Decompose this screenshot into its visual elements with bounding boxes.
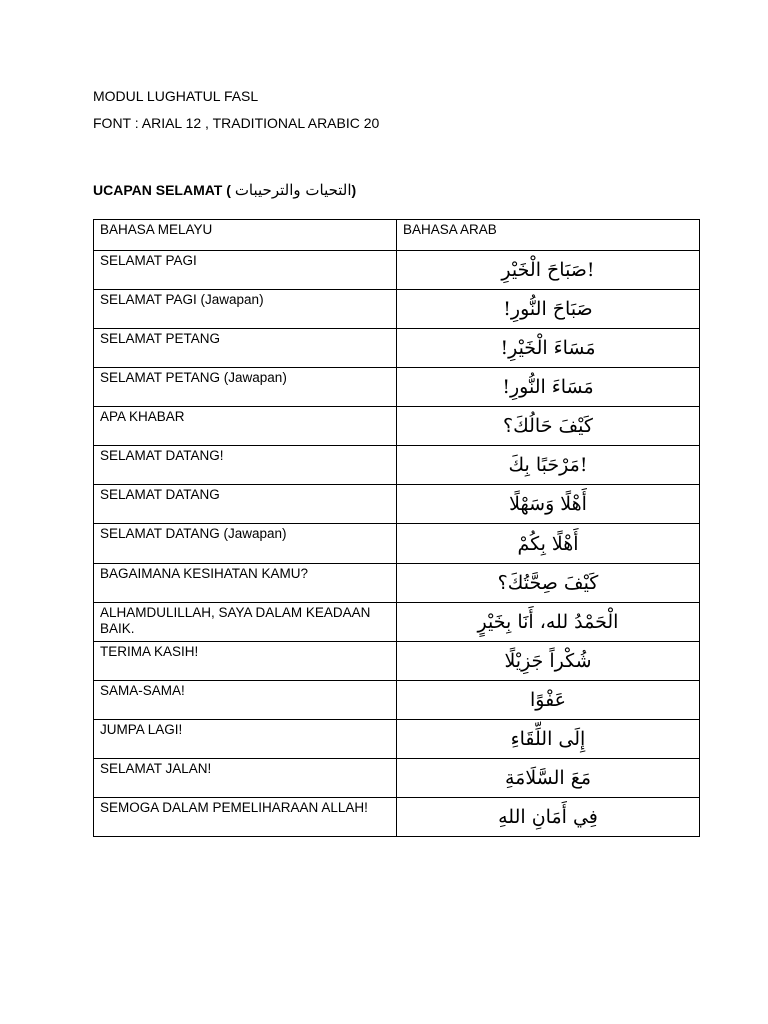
arabic-cell: إِلَى اللِّقَاءِ (397, 720, 700, 759)
section-title-suffix: ) (351, 182, 357, 198)
malay-cell: SELAMAT PETANG (Jawapan) (94, 368, 397, 407)
malay-cell: SEMOGA DALAM PEMELIHARAAN ALLAH! (94, 798, 397, 837)
arabic-cell: كَيْفَ صِحَّتُكَ؟ (397, 564, 700, 603)
table-row (94, 368, 700, 407)
document-title: MODUL LUGHATUL FASL (93, 88, 259, 104)
arabic-cell: !مَرْحَبًا بِكَ (397, 446, 700, 485)
section-title (93, 181, 356, 199)
arabic-cell: صَبَاحَ النُّورِ! (397, 290, 700, 329)
table-row (94, 798, 700, 837)
arabic-cell: كَيْفَ حَالُكَ؟ (397, 407, 700, 446)
table-row (94, 485, 700, 524)
header-arabic: BAHASA ARAB (397, 220, 700, 251)
malay-cell: SELAMAT DATANG (94, 485, 397, 524)
malay-cell: ALHAMDULILLAH, SAYA DALAM KEADAAN BAIK. (94, 603, 397, 642)
malay-cell: APA KHABAR (94, 407, 397, 446)
malay-cell: SELAMAT DATANG! (94, 446, 397, 485)
malay-cell: SELAMAT DATANG (Jawapan) (94, 524, 397, 564)
malay-cell: SELAMAT PAGI (Jawapan) (94, 290, 397, 329)
malay-cell: SELAMAT PETANG (94, 329, 397, 368)
table-row (94, 329, 700, 368)
table-row (94, 681, 700, 720)
malay-cell: BAGAIMANA KESIHATAN KAMU? (94, 564, 397, 603)
font-note: FONT : ARIAL 12 , TRADITIONAL ARABIC 20 (93, 115, 380, 131)
section-title-prefix: UCAPAN SELAMAT ( (93, 182, 231, 198)
arabic-cell: شُكْراً جَزِيْلًا (397, 642, 700, 681)
malay-cell: SELAMAT JALAN! (94, 759, 397, 798)
arabic-cell: مَسَاءَ النُّورِ! (397, 368, 700, 407)
table-header-row (94, 220, 700, 251)
greetings-table (93, 219, 700, 837)
table-row (94, 446, 700, 485)
table-row (94, 407, 700, 446)
table-row (94, 251, 700, 290)
malay-cell: SELAMAT PAGI (94, 251, 397, 290)
table-row (94, 720, 700, 759)
arabic-cell: الْحَمْدُ لله، أَنَا بِخَيْرٍ (397, 603, 700, 642)
arabic-cell: !صَبَاحَ الْخَيْرِ (397, 251, 700, 290)
malay-cell: JUMPA LAGI! (94, 720, 397, 759)
table-row (94, 290, 700, 329)
arabic-cell: مَسَاءَ الْخَيْرِ! (397, 329, 700, 368)
arabic-cell: أَهْلًا بِكُمْ (397, 524, 700, 564)
table-row (94, 603, 700, 642)
header-malay: BAHASA MELAYU (94, 220, 397, 251)
arabic-cell: عَفْوًا (397, 681, 700, 720)
table-row (94, 642, 700, 681)
malay-cell: TERIMA KASIH! (94, 642, 397, 681)
table-row (94, 524, 700, 564)
malay-cell: SAMA-SAMA! (94, 681, 397, 720)
arabic-cell: مَعَ السَّلَامَةِ (397, 759, 700, 798)
arabic-cell: أَهْلًا وَسَهْلًا (397, 485, 700, 524)
arabic-cell: فِي أَمَانِ اللهِ (397, 798, 700, 837)
table-row (94, 564, 700, 603)
table-row (94, 759, 700, 798)
section-title-arabic: التحيات والترحيبات (234, 181, 352, 199)
